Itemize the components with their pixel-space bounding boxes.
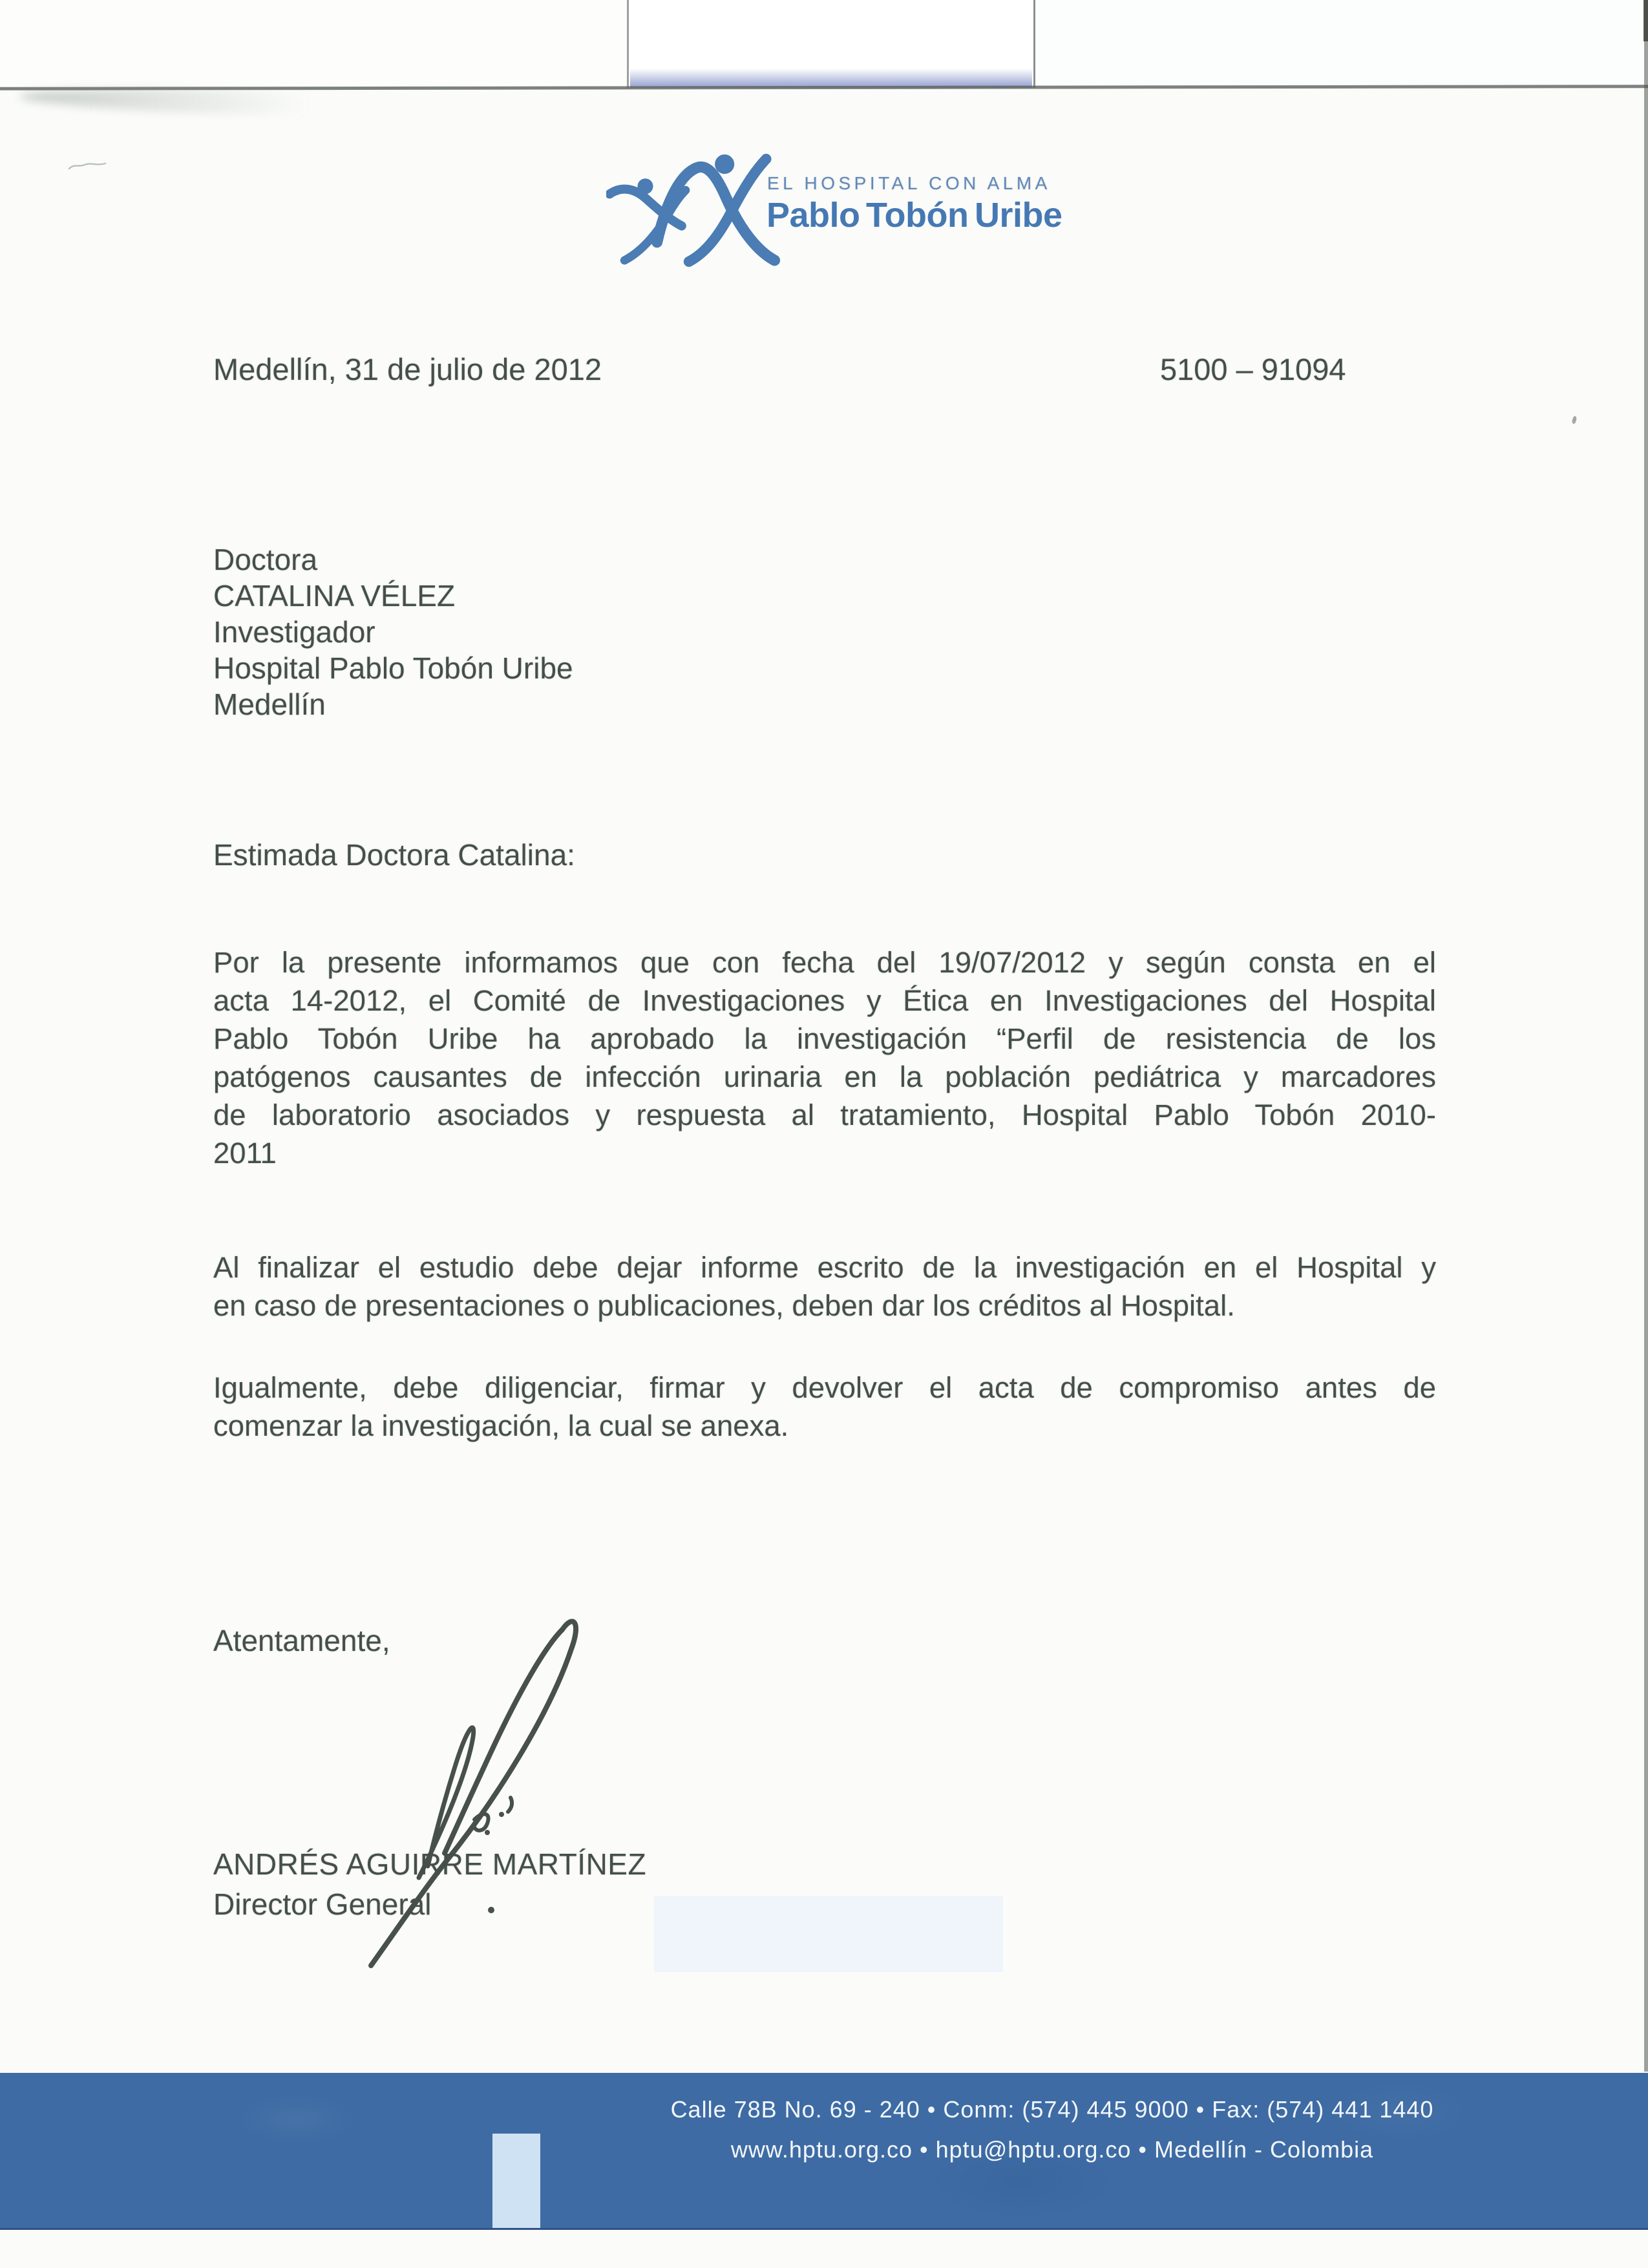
recipient-line: Medellín <box>213 688 326 721</box>
footer-web-line: www.hptu.org.co • hptu@hptu.org.co • Medellín - Colombia <box>730 2136 1374 2163</box>
scan-highlight-note <box>654 1896 1003 1972</box>
recipient-line: CATALINA VÉLEZ <box>213 579 456 613</box>
paragraph-line: patógenos causantes de infección urinaria en la población pediátrica y marcadores <box>213 1060 1436 1093</box>
recipient-block <box>213 541 573 722</box>
dateline: Medellín, 31 de julio de 2012 <box>213 352 602 386</box>
signer-name: ANDRÉS AGUIRRE MARTÍNEZ <box>213 1847 647 1881</box>
scan-edge-line-right-top <box>1643 0 1648 41</box>
paragraph-line: acta 14-2012, el Comité de Investigaciones y Ética en Investigaciones del Hospital <box>213 984 1436 1017</box>
reference-number: 5100 – 91094 <box>1160 352 1346 386</box>
paragraph-1 <box>213 943 1436 1172</box>
paragraph-line: en caso de presentaciones o publicaciones, deben dar los créditos al Hospital. <box>213 1289 1235 1322</box>
ink-speck <box>1572 415 1578 424</box>
pencil-scribble <box>68 159 108 172</box>
recipient-line: Doctora <box>213 543 318 576</box>
logo-head-top <box>715 154 734 174</box>
recipient-line: Hospital Pablo Tobón Uribe <box>213 651 573 685</box>
recipient-line: Investigador <box>213 615 375 649</box>
letterhead-tagline: EL HOSPITAL CON ALMA <box>767 173 1051 193</box>
scan-edge-strip-left <box>0 0 627 88</box>
letterhead-brand: Pablo Tobón Uribe <box>766 196 1062 235</box>
closing: Atentamente, <box>213 1624 390 1657</box>
paragraph-3 <box>213 1369 1436 1445</box>
logo-head-left <box>637 178 653 194</box>
salutation: Estimada Doctora Catalina: <box>213 838 575 872</box>
footer-tape-mark <box>492 2134 540 2228</box>
paragraph-line: Al finalizar el estudio debe dejar informe escrito de la investigación en el Hospital y <box>213 1251 1436 1284</box>
paragraph-line: de laboratorio asociados y respuesta al tratamiento, Hospital Pablo Tobón 2010- <box>213 1098 1436 1131</box>
paragraph-line: comenzar la investigación, la cual se anexa. <box>213 1409 789 1442</box>
paragraph-line: Por la presente informamos que con fecha del 19/07/2012 y según consta en el <box>213 946 1436 979</box>
scan-blue-band <box>630 68 1032 88</box>
scan-fold-shadow <box>19 85 434 120</box>
paragraph-2 <box>213 1248 1436 1325</box>
signature-handwriting <box>322 1606 632 1981</box>
footer-address-line: Calle 78B No. 69 - 240 • Conm: (574) 445 9000 • Fax: (574) 441 1440 <box>670 2096 1434 2123</box>
paragraph-line: 2011 <box>213 1137 277 1170</box>
signer-title: Director General <box>213 1887 432 1921</box>
paragraph-line: Igualmente, debe diligenciar, firmar y devolver el acta de compromiso antes de <box>213 1371 1436 1404</box>
paragraph-line: Pablo Tobón Uribe ha aprobado la investigación “Perfil de resistencia de los <box>213 1022 1436 1055</box>
scan-edge-strip-right <box>1035 0 1648 88</box>
scan-edge-line-right <box>1644 0 1648 2072</box>
